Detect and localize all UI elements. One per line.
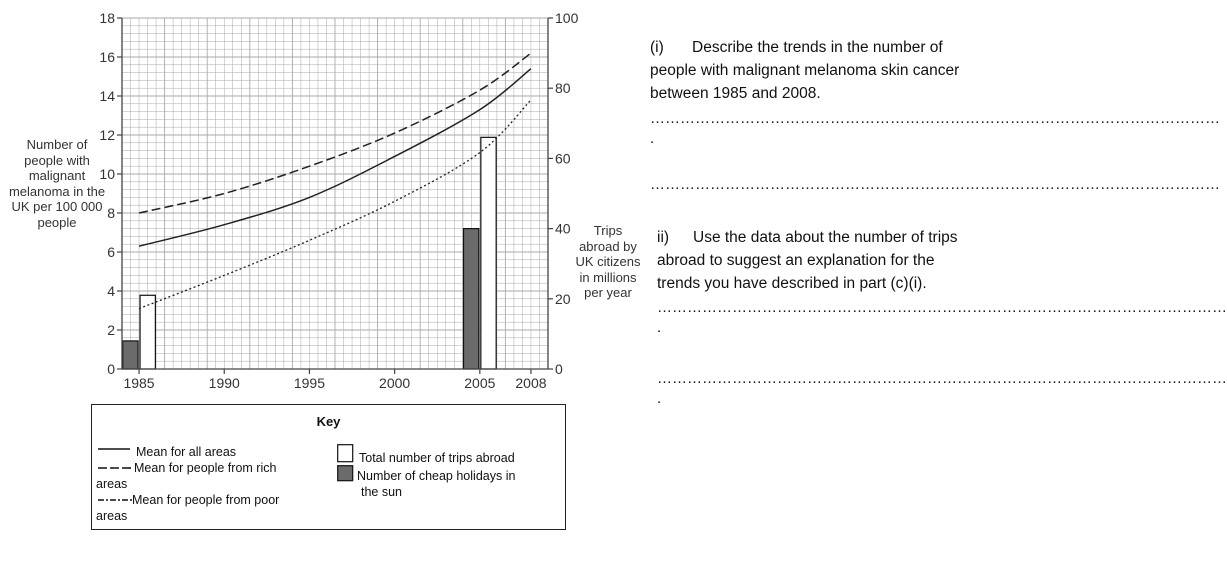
answer-line-i-2: …………………………………………………………………………………………………… <box>650 176 1220 193</box>
right-tick-label: 40 <box>555 220 571 237</box>
answer-period-ii-2: . <box>657 390 662 407</box>
question-ii-line3: trends you have described in part (c)(i). <box>657 275 927 292</box>
left-tick-label: 0 <box>107 361 115 377</box>
dash-dot-line-icon <box>98 498 132 502</box>
key-cheap-holidays: Number of cheap holidays in <box>357 469 516 483</box>
left-axis-label: Number of people with malignant melanoma in the UK per 100 000 people <box>8 137 106 230</box>
grey-bar-swatch <box>337 465 354 482</box>
answer-line-i-1: …………………………………………………………………………………………………… <box>650 110 1220 127</box>
key-mean-poor: Mean for people from poor <box>132 493 280 507</box>
key-mean-rich: Mean for people from rich <box>134 461 277 475</box>
key-total-trips: Total number of trips abroad <box>359 451 515 465</box>
tick-labels <box>99 10 578 391</box>
answer-period-i-1: . <box>650 130 655 147</box>
question-ii-line2: abroad to suggest an explanation for the <box>657 252 935 269</box>
key-areas-poor: areas <box>96 509 128 523</box>
left-tick-label: 16 <box>99 49 115 65</box>
dashed-line-icon <box>98 466 132 470</box>
solid-line-icon <box>98 447 132 451</box>
question-ii-line1 <box>657 226 958 249</box>
question-i-line3: between 1985 and 2008. <box>650 85 821 102</box>
x-tick-label: 2005 <box>464 375 496 391</box>
right-tick-label: 60 <box>555 150 571 167</box>
left-tick-label: 10 <box>99 166 115 182</box>
key-cheap-holidays-cont: the sun <box>361 485 403 499</box>
right-tick-label: 0 <box>555 361 563 377</box>
question-ii-number: ii) <box>657 229 670 246</box>
right-tick-label: 80 <box>555 80 571 97</box>
key-areas-rich: areas <box>96 477 128 491</box>
question-ii-text-1: Use the data about the number of trips <box>693 229 958 246</box>
question-i-line2: people with malignant melanoma skin cancer <box>650 62 960 79</box>
x-tick-label: 1990 <box>208 375 240 391</box>
cheap-holiday-bar <box>123 341 138 369</box>
left-tick-label: 4 <box>107 283 115 299</box>
left-tick-label: 18 <box>99 10 115 26</box>
cheap-holiday-bar <box>464 229 479 369</box>
answer-period-ii-1: . <box>657 319 662 336</box>
x-tick-label: 2008 <box>515 375 547 391</box>
x-tick-label: 2000 <box>379 375 411 391</box>
left-tick-label: 14 <box>99 88 115 104</box>
right-tick-label: 100 <box>555 10 579 26</box>
left-tick-label: 6 <box>107 244 115 260</box>
chart-key <box>91 404 566 530</box>
answer-line-ii-2: …………………………………………………………………………………………………… <box>657 370 1227 387</box>
left-tick-label: 2 <box>107 322 115 338</box>
answer-line-ii-1: …………………………………………………………………………………………………… <box>657 299 1227 316</box>
key-title: Key <box>316 414 341 429</box>
x-tick-label: 1995 <box>293 375 326 391</box>
total-trips-bar <box>481 137 496 369</box>
question-i-number: (i) <box>650 39 664 56</box>
x-tick-label: 1985 <box>123 375 155 391</box>
question-i-text-1: Describe the trends in the number of <box>692 39 943 56</box>
white-bar-swatch <box>337 444 354 463</box>
question-i-line1 <box>650 36 943 59</box>
right-tick-label: 20 <box>555 290 571 307</box>
left-tick-label: 8 <box>107 205 115 221</box>
right-axis-label: Trips abroad by UK citizens in millions per year <box>575 223 641 300</box>
left-tick-label: 12 <box>99 127 115 143</box>
key-mean-all: Mean for all areas <box>136 445 237 459</box>
total-trips-bar <box>140 295 155 369</box>
